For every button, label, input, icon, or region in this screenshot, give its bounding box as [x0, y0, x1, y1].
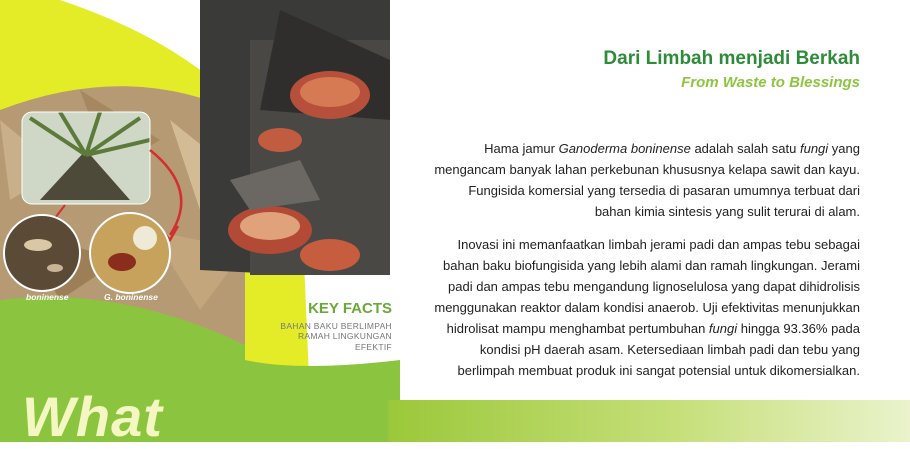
key-facts-title: KEY FACTS — [308, 300, 392, 317]
paragraph-line: padi dan ampas tebu mengandung lignoselulosa yang dapat dihidrolisis — [448, 279, 860, 294]
paragraph-innovation — [415, 234, 860, 381]
key-fact-item: RAMAH LINGKUNGAN — [297, 331, 392, 341]
caption-left: boninense — [26, 292, 69, 302]
caption-right: G. boninense — [104, 292, 158, 302]
paragraph-line: mengancam banyak lahan perkebunan khususnya kelapa sawit dan kayu. — [434, 162, 860, 177]
paragraph-line: kondisi pH daerah asam. Ketersediaan limbah padi dan tebu yang — [479, 342, 860, 357]
page-title: Dari Limbah menjadi Berkah — [603, 48, 860, 69]
key-fact-item: EFEKTIF — [354, 342, 392, 352]
bottom-heading-word: What — [22, 385, 163, 448]
paragraph-line: Hama jamur Ganoderma boninense adalah salah satu fungi yang — [484, 141, 860, 156]
mushroom-photo — [200, 0, 390, 275]
paragraph-line: Fungisida komersial yang tersedia di pasaran umumnya terbuat dari — [468, 183, 860, 198]
paragraph-line: berlimpah membuat produk ini sangat potensial untuk dikomersialkan. — [457, 363, 860, 378]
palm-photo — [22, 112, 150, 204]
paragraph-line: hidrolisat mampu menghambat pertumbuhan fungi hingga 93.36% pada — [446, 321, 860, 336]
paragraph-problem — [415, 138, 860, 222]
paragraph-line: bahan kimia sintesis yang sulit terurai di alam. — [594, 204, 860, 219]
left-artwork — [0, 0, 400, 442]
paragraph-line: bahan baku biofungisida yang lebih alami dan ramah lingkungan. Jerami — [443, 258, 860, 273]
paragraph-line: menggunakan reaktor dalam kondisi anaerob. Uji efektivitas menunjukkan — [434, 300, 860, 315]
key-fact-item: BAHAN BAKU BERLIMPAH — [280, 321, 392, 331]
bottom-gradient-bar — [388, 400, 910, 442]
paragraph-line: Inovasi ini memanfaatkan limbah jerami padi dan ampas tebu sebagai — [457, 237, 860, 252]
page-subtitle: From Waste to Blessings — [681, 74, 860, 91]
